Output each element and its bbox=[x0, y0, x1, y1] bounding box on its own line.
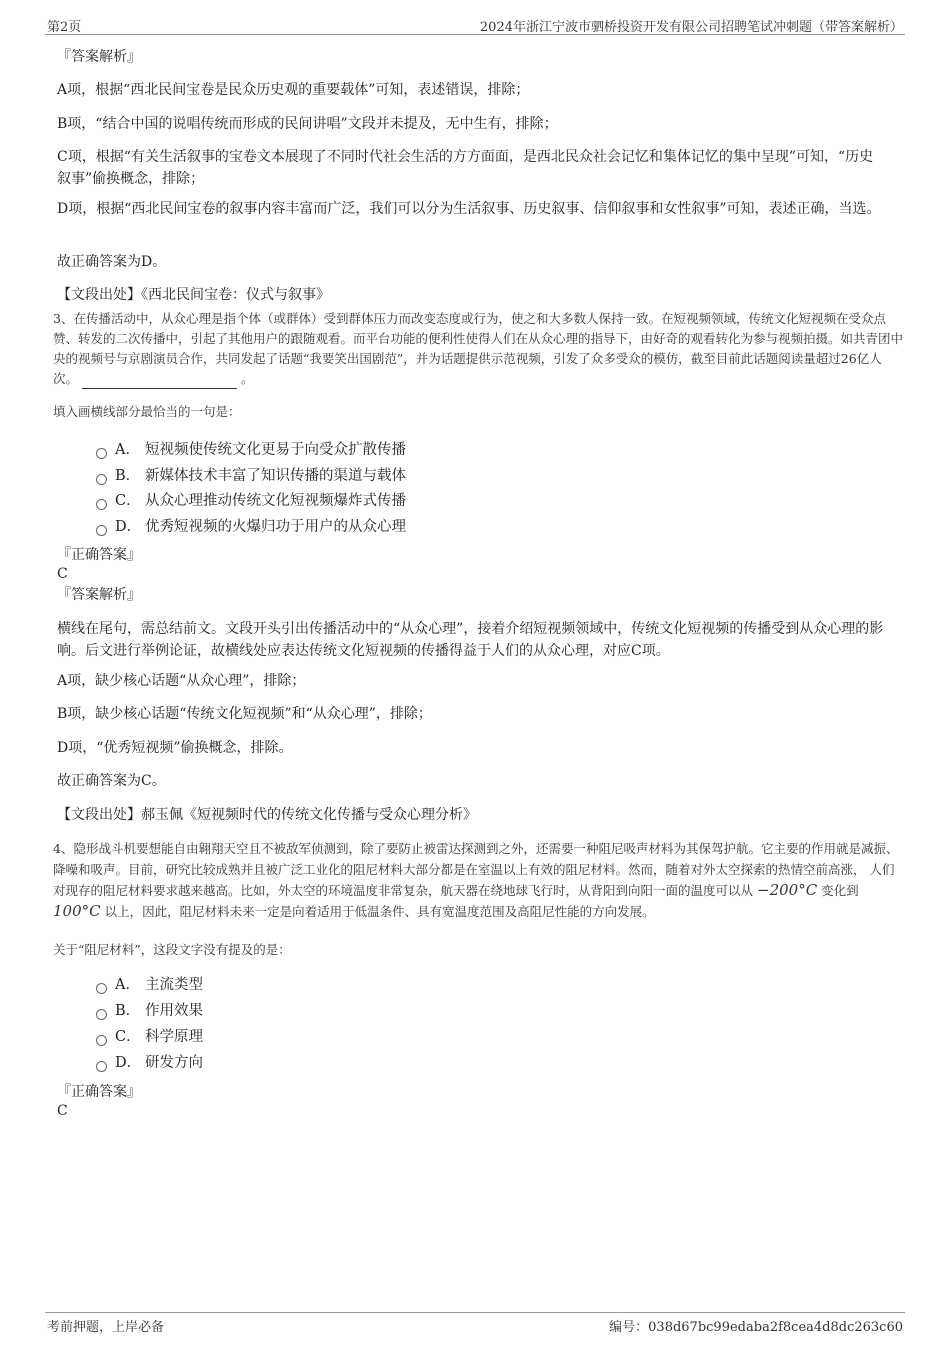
q3-answer-heading: 『正确答案』 bbox=[57, 547, 141, 563]
radio-icon[interactable] bbox=[96, 499, 107, 510]
q2-conclusion: 故正确答案为D。 bbox=[57, 254, 167, 270]
q3-stem: 3、在传播活动中，从众心理是指个体（或群体）受到群体压力而改变态度或行为，使之和大多数人保持一致。在短视频领域，传统文化短视频在受众点赞、转发的二次传播中，引起了其他用户的跟随观看。而平台功能的便利性使得人们在从众心理的指导下，由好奇的观看转化为参与视频拍摄。如共青团中央的视频号与京剧演员合作，共同发起了话题“我要笑出国剧范”，并为话题提供示范视频，引发了众多受众的模仿，截至目前此话题阅读量超过26亿人次。 。 bbox=[53, 309, 903, 389]
q3-prompt: 填入画横线部分最恰当的一句是： bbox=[53, 404, 241, 419]
q3-analysis-heading: 『答案解析』 bbox=[57, 587, 141, 603]
footer-slogan: 考前押题，上岸必备 bbox=[47, 1320, 165, 1335]
q2-analysis-a: A项，根据“西北民间宝卷是民众历史观的重要载体”可知，表述错误，排除； bbox=[57, 82, 530, 98]
q3-analysis-d: D项，“优秀短视频”偷换概念，排除。 bbox=[57, 740, 293, 756]
temperature-low: −200°C bbox=[757, 881, 818, 899]
q4-stem: 4、隐形战斗机要想能自由翱翔天空且不被敌军侦测到，除了要防止被雷达探测到之外，还需要一种阻尼吸声材料为其保驾护航。它主要的作用就是减振、降噪和吸声。目前，研究比较成熟并且被广泛工业化的阻尼材料大部分都是在室温以上有效的阻尼材料。然而，随着对外太空探索的热情空前高涨， 人们 对现存的阻尼材料要求越来越高。比如，外太空的环境温度非常复杂，航天器在绕地球飞行时，从背阳到向阳一面的温度可以从 −200°C 变化到 100°C 以上，因此，阻尼材料未来一定是向着适用于低温条件、具有宽温度范围及高阻尼性能的方向发展。 bbox=[53, 841, 899, 920]
q2-analysis-b: B项，“结合中国的说唱传统而形成的民间讲唱”文段并未提及，无中生有，排除； bbox=[57, 116, 558, 132]
q3-option-a[interactable]: A． 短视频使传统文化更易于向受众扩散传播 bbox=[96, 438, 406, 462]
q4-option-c[interactable]: C． 科学原理 bbox=[96, 1025, 203, 1049]
q3-answer: C bbox=[57, 566, 68, 582]
q2-analysis-heading: 『答案解析』 bbox=[57, 49, 141, 65]
q4-option-d[interactable]: D． 研发方向 bbox=[96, 1051, 203, 1075]
radio-icon[interactable] bbox=[96, 1009, 107, 1020]
q3-conclusion: 故正确答案为C。 bbox=[57, 773, 166, 789]
q3-analysis-main: 横线在尾句，需总结前文。文段开头引出传播活动中的“从众心理”，接着介绍短视频领域中，传统文化短视频的传播受到从众心理的影响。后文进行举例论证，故横线处应表达传统文化短视频的传播得益于人们的从众心理，对应C项。 bbox=[57, 621, 884, 659]
radio-icon[interactable] bbox=[96, 1061, 107, 1072]
page-header bbox=[45, 14, 905, 35]
q2-analysis-d: D项，根据“西北民间宝卷的叙事内容丰富而广泛，我们可以分为生活叙事、历史叙事、信仰叙事和女性叙事”可知，表述正确，当选。 bbox=[57, 201, 881, 217]
q3-source: 【文段出处】郝玉佩《短视频时代的传统文化传播与受众心理分析》 bbox=[57, 807, 477, 823]
temperature-high: 100°C bbox=[53, 902, 101, 920]
document-title: 2024年浙江宁波市驷桥投资开发有限公司招聘笔试冲刺题（带答案解析） bbox=[479, 20, 903, 35]
radio-icon[interactable] bbox=[96, 525, 107, 536]
radio-icon[interactable] bbox=[96, 448, 107, 459]
page-number: 第2页 bbox=[47, 20, 82, 35]
q2-analysis-c: C项，根据“有关生活叙事的宝卷文本展现了不同时代社会生活的方方面面，是西北民众社会记忆和集体记忆的集中呈现”可知，“历史叙事”偷换概念，排除； bbox=[57, 149, 874, 187]
q3-option-b[interactable]: B． 新媒体技术丰富了知识传播的渠道与载体 bbox=[96, 464, 406, 488]
q4-answer-heading: 『正确答案』 bbox=[57, 1084, 141, 1100]
q4-option-a[interactable]: A． 主流类型 bbox=[96, 973, 203, 997]
q4-option-b[interactable]: B． 作用效果 bbox=[96, 999, 203, 1023]
q2-source: 【文段出处】《西北民间宝卷：仪式与叙事》 bbox=[57, 287, 330, 303]
q3-option-d[interactable]: D． 优秀短视频的火爆归功于用户的从众心理 bbox=[96, 515, 406, 539]
radio-icon[interactable] bbox=[96, 983, 107, 994]
radio-icon[interactable] bbox=[96, 474, 107, 485]
page-footer bbox=[45, 1312, 905, 1333]
q4-answer: C bbox=[57, 1103, 68, 1119]
answer-blank bbox=[82, 374, 237, 389]
radio-icon[interactable] bbox=[96, 1035, 107, 1046]
q4-prompt: 关于“阻尼材料”，这段文字没有提及的是： bbox=[53, 942, 291, 957]
q3-option-c[interactable]: C． 从众心理推动传统文化短视频爆炸式传播 bbox=[96, 489, 406, 513]
q3-analysis-b: B项，缺少核心话题“传统文化短视频”和“从众心理”，排除； bbox=[57, 706, 432, 722]
document-id: 编号：038d67bc99edaba2f8cea4d8dc263c60 bbox=[609, 1320, 903, 1335]
q3-analysis-a: A项，缺少核心话题“从众心理”，排除； bbox=[57, 673, 306, 689]
